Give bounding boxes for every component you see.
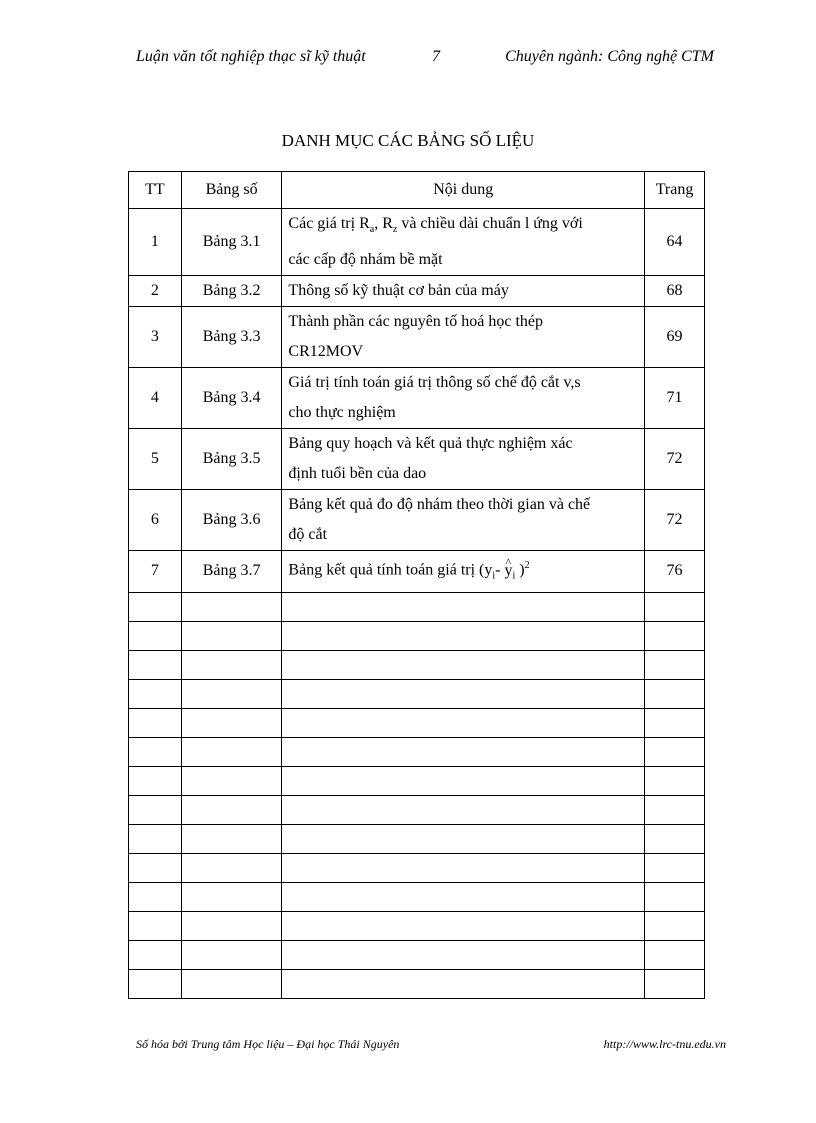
row-trang: 71	[645, 368, 705, 429]
empty-row	[129, 650, 705, 679]
content-line: Bảng kết quả đo độ nhám theo thời gian và chế	[288, 496, 591, 514]
table-row	[129, 276, 705, 307]
y-hat-symbol: ^ y	[504, 556, 512, 586]
table-row	[129, 209, 705, 276]
row-bang-so: Bảng 3.4	[181, 368, 282, 429]
row-tt: 1	[129, 209, 182, 276]
header-major: Chuyên ngành: Công nghệ CTM	[505, 48, 714, 65]
empty-row	[129, 911, 705, 940]
row-noi-dung	[282, 276, 645, 307]
row-tt: 7	[129, 551, 182, 593]
row-tt: 4	[129, 368, 182, 429]
row-noi-dung	[282, 551, 645, 593]
row-noi-dung	[282, 209, 645, 276]
empty-row	[129, 679, 705, 708]
content-line: độ cắt	[288, 526, 328, 544]
row-trang: 64	[645, 209, 705, 276]
row-trang: 69	[645, 307, 705, 368]
header-thesis-title: Luận văn tốt nghiệp thạc sĩ kỹ thuật	[136, 48, 366, 65]
row-noi-dung	[282, 429, 645, 490]
table-list	[128, 171, 705, 999]
empty-row	[129, 766, 705, 795]
row-tt: 6	[129, 490, 182, 551]
empty-row	[129, 621, 705, 650]
row-trang: 76	[645, 551, 705, 593]
empty-row	[129, 592, 705, 621]
row-bang-so: Bảng 3.3	[181, 307, 282, 368]
row-bang-so: Bảng 3.1	[181, 209, 282, 276]
empty-row	[129, 708, 705, 737]
content-line: định tuổi bền của dao	[288, 465, 427, 483]
page-title: DANH MỤC CÁC BẢNG SỐ LIỆU	[281, 131, 535, 150]
column-header-bang-so: Bảng số	[181, 172, 282, 209]
row-trang: 72	[645, 429, 705, 490]
table-row	[129, 368, 705, 429]
row-bang-so: Bảng 3.5	[181, 429, 282, 490]
row-noi-dung	[282, 307, 645, 368]
row-noi-dung	[282, 490, 645, 551]
table-row	[129, 490, 705, 551]
row-tt: 2	[129, 276, 182, 307]
footer-source: Số hóa bởi Trung tâm Học liệu – Đại học Thái Nguyên	[136, 1037, 400, 1051]
header-page-number: 7	[432, 48, 440, 65]
footer-url: http://www.lrc-tnu.edu.vn	[603, 1037, 726, 1051]
empty-row	[129, 795, 705, 824]
content-line: Thông số kỹ thuật cơ bản của máy	[288, 282, 509, 300]
row-bang-so: Bảng 3.6	[181, 490, 282, 551]
empty-row	[129, 853, 705, 882]
row-noi-dung	[282, 368, 645, 429]
column-header-tt: TT	[129, 172, 182, 209]
row-tt: 5	[129, 429, 182, 490]
content-line: Thành phần các nguyên tố hoá học thép	[288, 313, 543, 331]
table-header-row	[129, 172, 705, 209]
empty-row	[129, 882, 705, 911]
empty-row	[129, 940, 705, 969]
row-trang: 72	[645, 490, 705, 551]
content-line: CR12MOV	[288, 343, 364, 361]
content-line: cho thực nghiệm	[288, 404, 396, 422]
content-line: Bảng kết quả tính toán giá trị ($y_i-$ ^ $y_i$ )$^2$	[288, 551, 638, 592]
table-row	[129, 551, 705, 593]
empty-row	[129, 969, 705, 998]
empty-row	[129, 737, 705, 766]
table-row	[129, 307, 705, 368]
row-bang-so: Bảng 3.7	[181, 551, 282, 593]
content-line: các cấp độ nhám bề mặt	[288, 251, 443, 269]
column-header-noi-dung: Nội dung	[282, 172, 645, 209]
column-header-trang: Trang	[645, 172, 705, 209]
content-line: Các giá trị $R_a$, $R_z$ và chiều dài chuẩn l ứng với	[288, 215, 583, 236]
page-header	[136, 48, 714, 70]
table-row	[129, 429, 705, 490]
row-bang-so: Bảng 3.2	[181, 276, 282, 307]
row-trang: 68	[645, 276, 705, 307]
content-line: Giá trị tính toán giá trị thông số chế độ cắt v,s	[288, 374, 581, 392]
empty-row	[129, 824, 705, 853]
content-line: Bảng quy hoạch và kết quả thực nghiệm xác	[288, 435, 573, 453]
row-tt: 3	[129, 307, 182, 368]
